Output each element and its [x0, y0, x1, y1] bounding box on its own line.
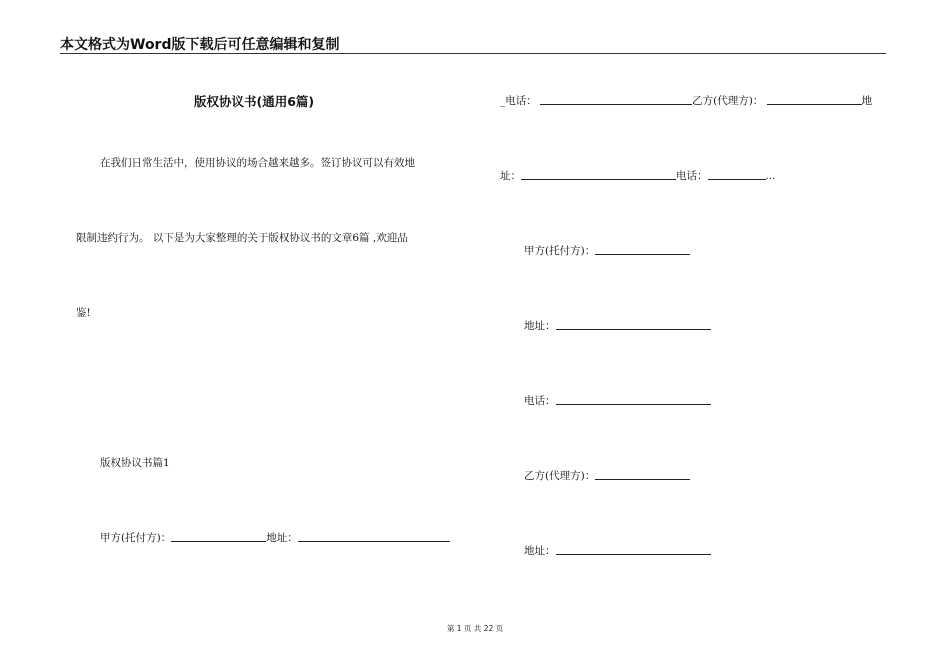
footer-mid: 页 共: [463, 624, 482, 633]
ellipsis: ...: [765, 170, 776, 182]
party-b-row: [524, 468, 690, 483]
section-heading: 版权协议书篇1: [100, 457, 170, 469]
phone-blank-right: [556, 394, 711, 405]
footer-prefix: 第: [446, 624, 455, 633]
phone-label-2: 电话：: [676, 170, 708, 182]
address-label-right-2: 地址：: [524, 545, 556, 557]
party-b-blank: [767, 94, 862, 105]
intro-line-2: 限制违约行为。 以下是为大家整理的关于版权协议书的文章6篇 ,欢迎品: [76, 232, 408, 244]
party-a-label: 甲方(托付方)：: [100, 532, 172, 544]
address-row: [524, 318, 711, 333]
footer-total: 22: [483, 624, 494, 633]
address-blank-right-2: [556, 544, 711, 555]
phone-party-b-row: [500, 93, 872, 108]
document-header: 本文格式为Word版下载后可任意编辑和复制: [60, 37, 340, 53]
address-label-tail: 地: [861, 95, 873, 107]
footer-page: 1: [456, 624, 462, 633]
footer-suffix: 页: [495, 624, 504, 633]
address-blank: [298, 531, 450, 542]
party-a-address-row: [100, 530, 450, 545]
party-a-blank: [171, 531, 266, 542]
phone-label: _电话：: [500, 95, 537, 107]
party-a-blank-right: [595, 244, 690, 255]
address-phone-row: [500, 168, 776, 183]
intro-line-1: 在我们日常生活中，使用协议的场合越来越多。签订协议可以有效地: [100, 157, 415, 169]
party-a-label-right: 甲方(托付方)：: [524, 245, 596, 257]
address-blank-2: [521, 169, 676, 180]
document-title: 版权协议书(通用6篇): [194, 94, 315, 109]
party-b-label: 乙方(代理方)：: [692, 95, 764, 107]
phone-row: [524, 393, 711, 408]
address-label: 地址：: [266, 532, 298, 544]
phone-blank: [540, 94, 692, 105]
party-b-label-right: 乙方(代理方)：: [524, 470, 596, 482]
address-label-continued: 址：: [500, 170, 521, 182]
party-a-row: [524, 243, 690, 258]
address-row-2: [524, 543, 711, 558]
address-label-right: 地址：: [524, 320, 556, 332]
header-rule: [60, 53, 886, 54]
intro-line-3: 鉴!: [76, 307, 91, 319]
phone-label-right: 电话：: [524, 395, 556, 407]
address-blank-right: [556, 319, 711, 330]
party-b-blank-right: [595, 469, 690, 480]
page-footer: [0, 623, 950, 634]
phone-blank-2: [708, 169, 766, 180]
